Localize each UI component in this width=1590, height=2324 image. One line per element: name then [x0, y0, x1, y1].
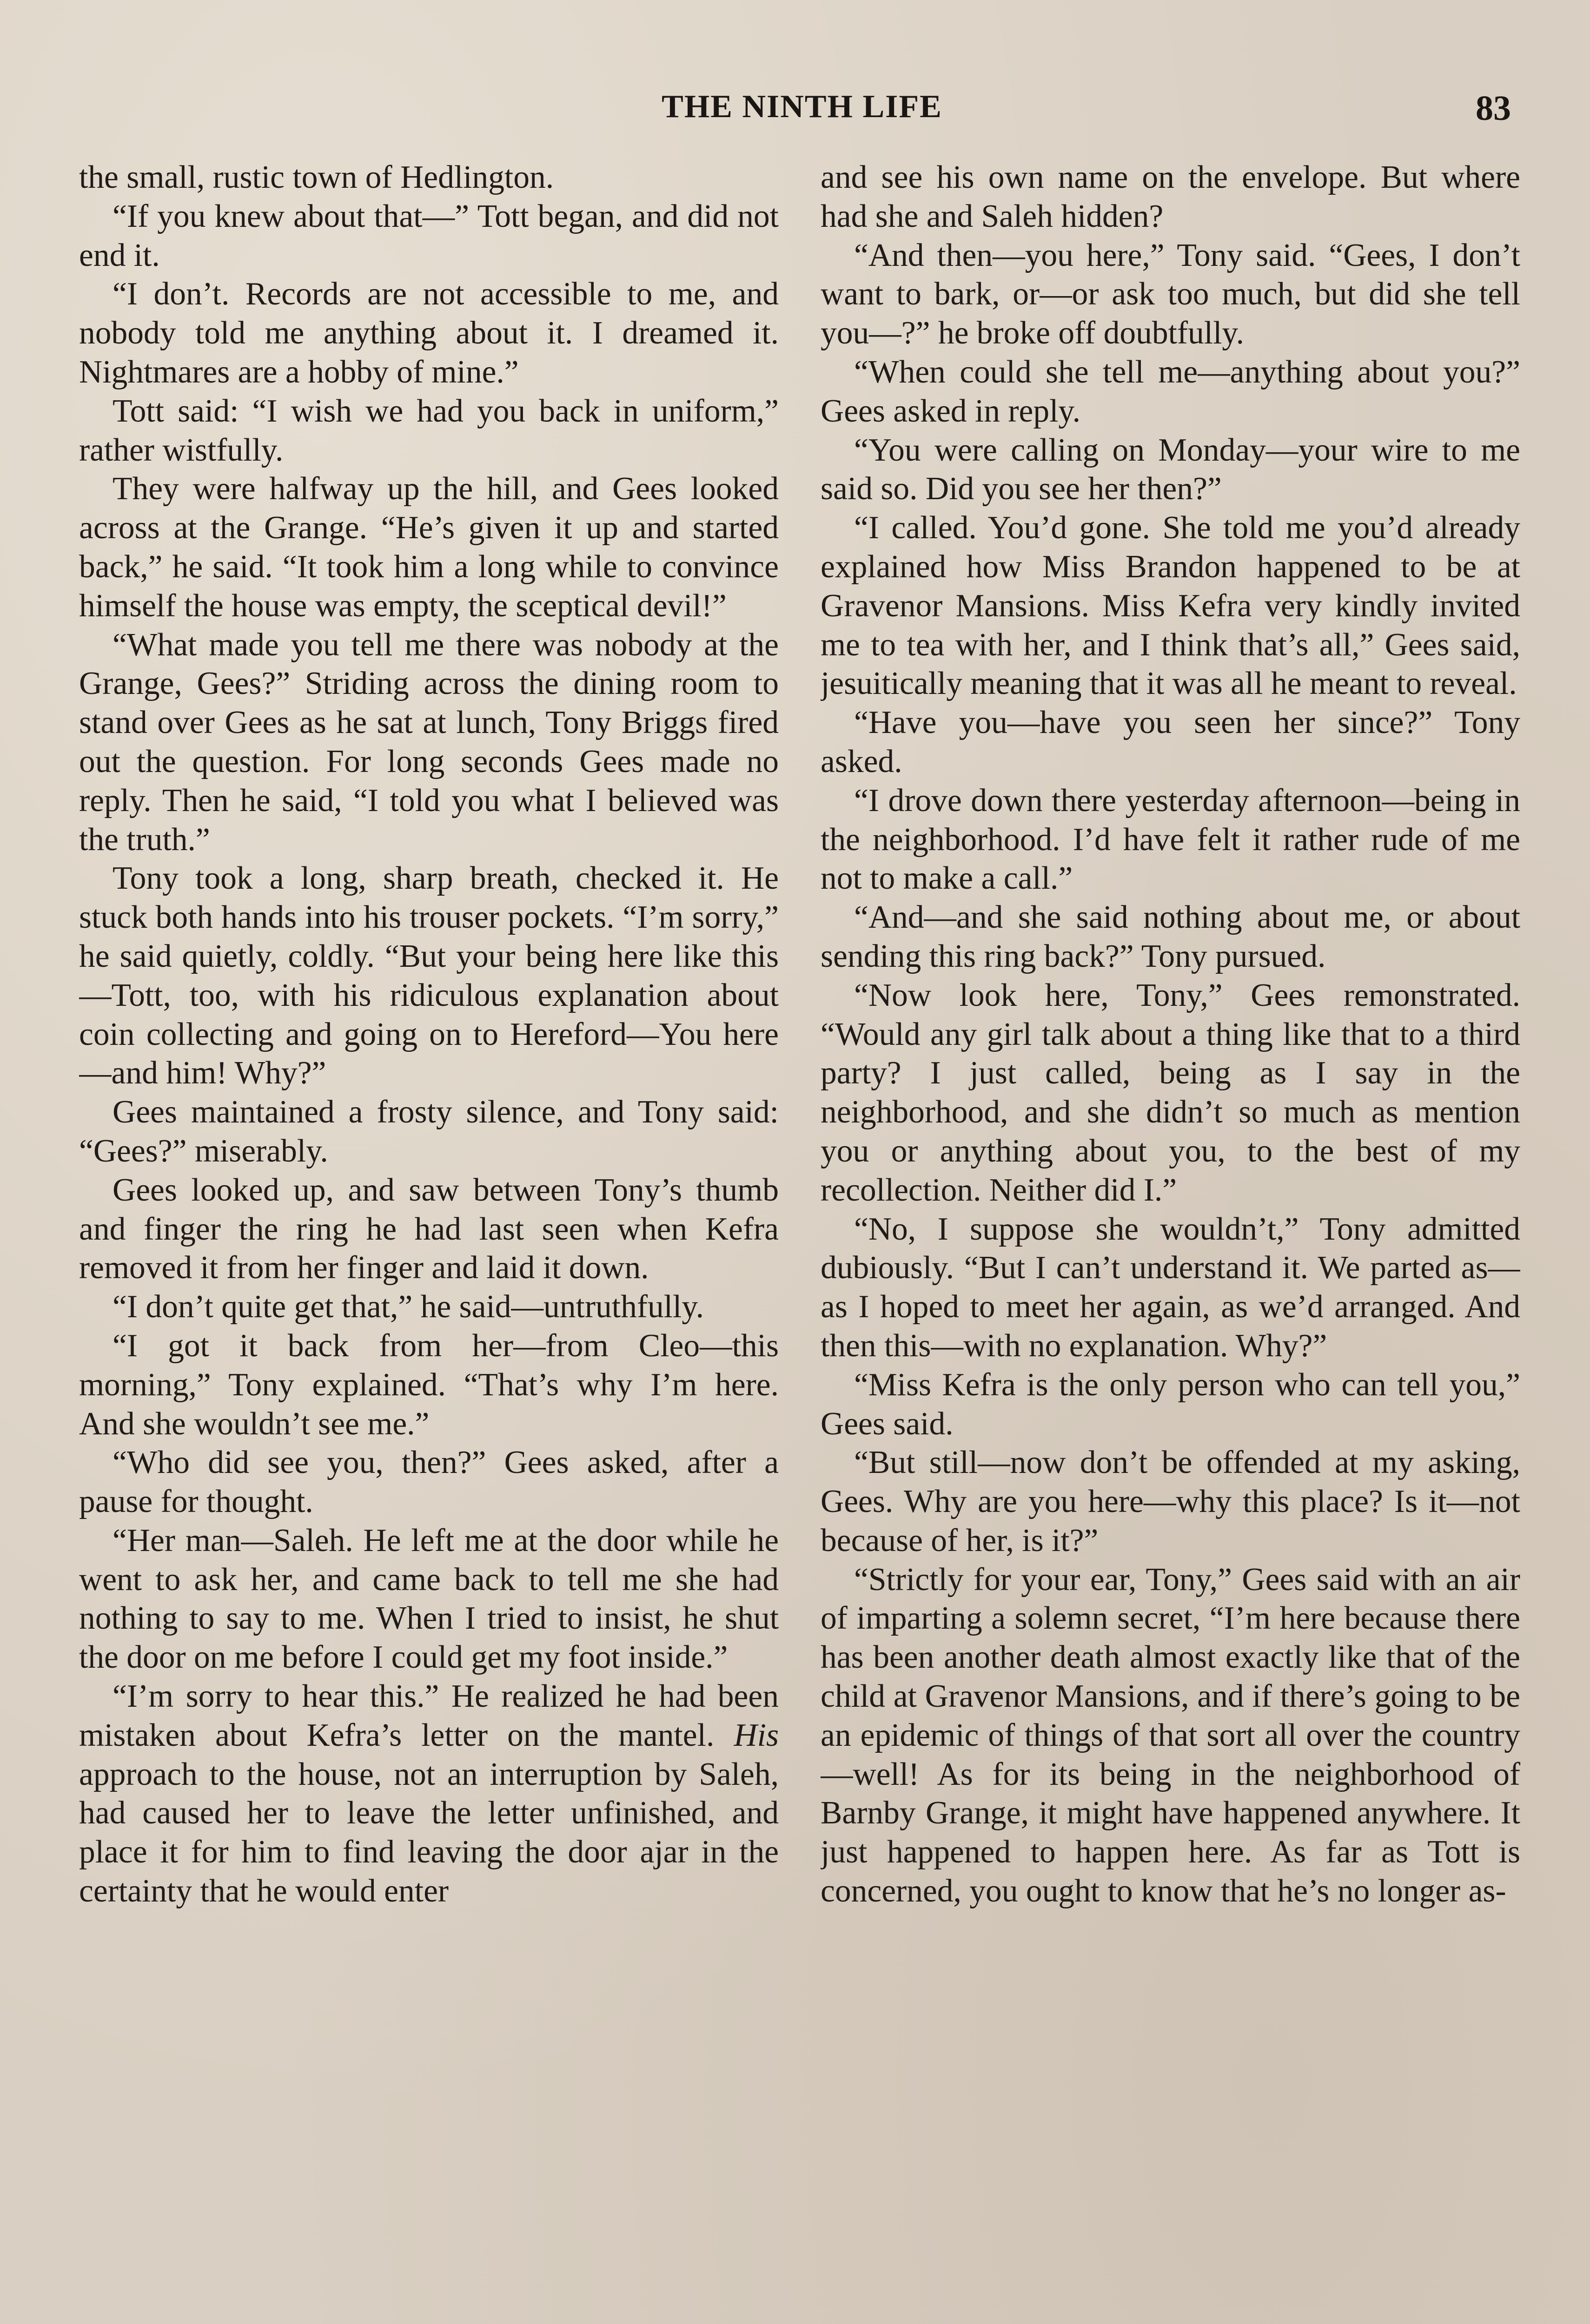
left-column [79, 158, 779, 2324]
paragraph: “What made you tell me there was nobody at the Grange, Gees?” Striding across the dining room to stand over Gees as he sat at lunch, Tony Briggs fired out the question. For long seconds Gees made no reply. Then he said, “I told you what I believed was the truth.” [79, 627, 779, 858]
paragraph: “Have you—have you seen her since?” Tony asked. [821, 705, 1520, 779]
paragraph: “And—and she said nothing about me, or about sending this ring back?” Tony pursued. [821, 899, 1520, 974]
paragraph: “But still—now don’t be offended at my asking, Gees. Why are you here—why this place? Is it—not because of her, is it?” [821, 1445, 1520, 1558]
paragraph [79, 1677, 779, 1911]
page-number: 83 [1476, 89, 1511, 128]
paragraph-text: approach to the house, not an interruption by Saleh, had caused her to leave the letter unfinished, and place it for him to find leaving the door ajar in the certainty that he would enter [79, 1756, 779, 1909]
right-column [821, 158, 1520, 2324]
paragraph: “When could she tell me—anything about you?” Gees asked in reply. [821, 354, 1520, 429]
paragraph: “I drove down there yesterday afternoon—being in the neighborhood. I’d have felt it rather rude of me not to make a call.” [821, 782, 1520, 897]
paragraph: They were halfway up the hill, and Gees looked across at the Grange. “He’s given it up and started back,” he said. “It took him a long while to convince himself the house was empty, the sceptical devil!” [79, 471, 779, 624]
paragraph: “Her man—Saleh. He left me at the door while he went to ask her, and came back to tell me she had nothing to say to me. When I tried to insist, he shut the door on me before I could get my foot inside.” [79, 1522, 779, 1676]
paragraph: “You were calling on Monday—your wire to me said so. Did you see her then?” [821, 432, 1520, 507]
paragraph: “I don’t quite get that,” he said—untruthfully. [113, 1289, 704, 1325]
paragraph: “Miss Kefra is the only person who can tell you,” Gees said. [821, 1367, 1520, 1442]
paragraph: “I got it back from her—from Cleo—this morning,” Tony explained. “That’s why I’m here. And she wouldn’t see me.” [79, 1327, 779, 1442]
paragraph: Tony took a long, sharp breath, checked it. He stuck both hands into his trouser pockets. “I’m sorry,” he said quietly, coldly. “But your being here like this—Tott, too, with his ridiculous explanation about coin collecting and going on to Hereford—You here—and him! Why?” [79, 860, 779, 1091]
paragraph: “And then—you here,” Tony said. “Gees, I don’t want to bark, or—or ask too much, but did she tell you—?” he broke off doubtfully. [821, 237, 1520, 351]
running-title: THE NINTH LIFE [662, 89, 942, 125]
paragraph: “Who did see you, then?” Gees asked, after a pause for thought. [79, 1445, 779, 1520]
paragraph: Gees maintained a frosty silence, and Tony said: “Gees?” miserably. [79, 1094, 779, 1169]
paragraph: “No, I suppose she wouldn’t,” Tony admitted dubiously. “But I can’t understand it. We parted as—as I hoped to meet her again, as we’d arranged. And then this—with no explanation. Why?” [821, 1211, 1520, 1364]
running-head [79, 88, 1525, 139]
paragraph: “Now look here, Tony,” Gees remonstrated. “Would any girl talk about a thing like that to a third party? I just called, being as I say in the neighborhood, and she didn’t so much as mention you or anything about you, to the best of my recollection. Neither did I.” [821, 977, 1520, 1208]
paragraph: “I called. You’d gone. She told me you’d already explained how Miss Brandon happened to be at Gravenor Mansions. Miss Kefra very kindly invited me to tea with her, and I think that’s all,” Gees said, jesuitically meaning that it was all he meant to reveal. [821, 510, 1520, 702]
paragraph: “If you knew about that—” Tott began, and did not end it. [79, 198, 779, 273]
paragraph: Tott said: “I wish we had you back in uniform,” rather wistfully. [79, 393, 779, 468]
paragraph-text: “I’m sorry to hear this.” He realized he had been mistaken about Kefra’s letter on the mantel. [79, 1678, 779, 1753]
paragraph: Gees looked up, and saw between Tony’s thumb and finger the ring he had last seen when Kefra removed it from her finger and laid it down. [79, 1172, 779, 1286]
paragraph: and see his own name on the envelope. But where had she and Saleh hidden? [821, 159, 1520, 234]
paragraph: “Strictly for your ear, Tony,” Gees said with an air of imparting a solemn secret, “I’m here because there has been another death almost exactly like that of the child at Gravenor Mansions, and if there’s going to be an epidemic of things of that sort all over the country—well! As for its being in the neighborhood of Barnby Grange, it might have happened anywhere. It just happened to happen here. As far as Tott is concerned, you ought to know that he’s no longer as- [821, 1561, 1520, 1909]
paragraph: “I don’t. Records are not accessible to me, and nobody told me anything about it. I dreamed it. Nightmares are a hobby of mine.” [79, 276, 779, 390]
italic-word: His [734, 1717, 779, 1753]
paragraph: the small, rustic town of Hedlington. [79, 159, 554, 195]
